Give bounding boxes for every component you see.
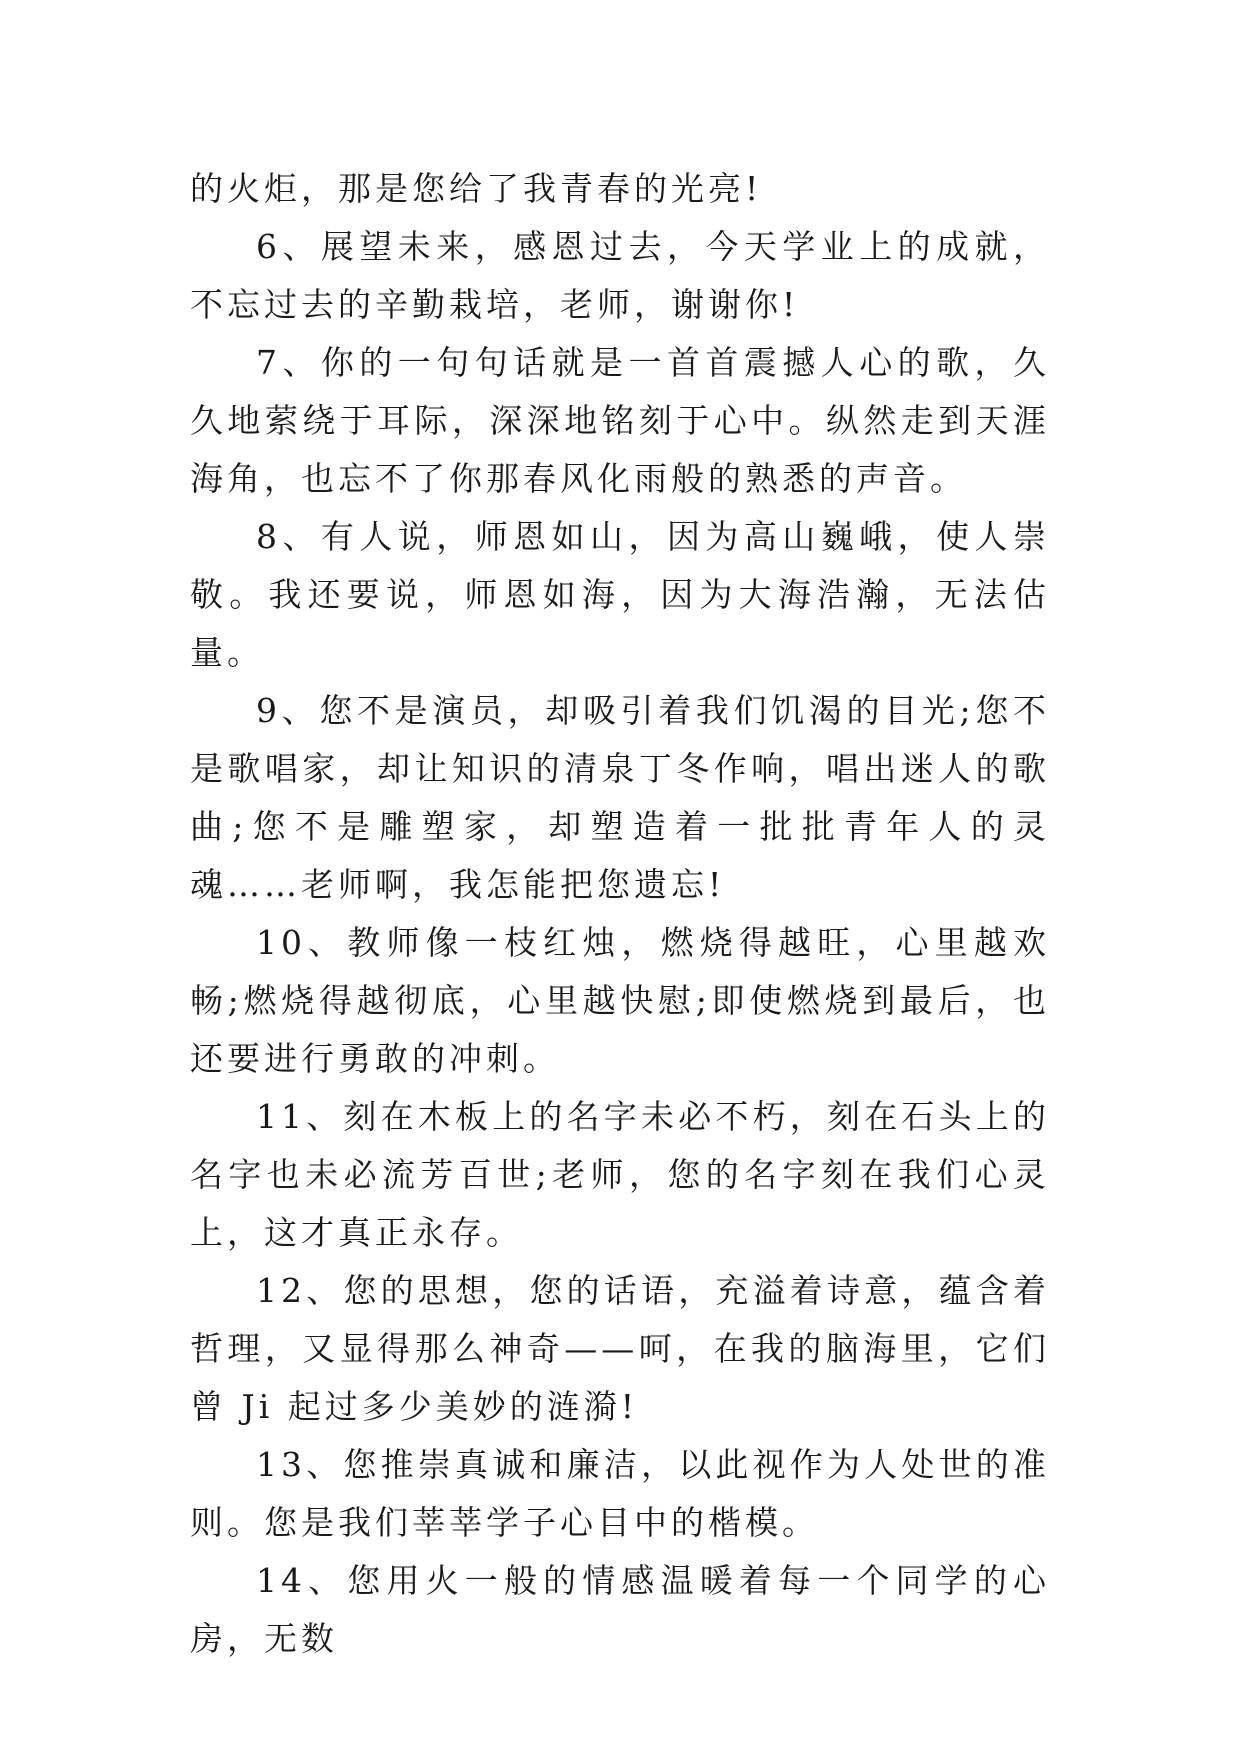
paragraph-item-9: 9、您不是演员，却吸引着我们饥渴的目光;您不是歌唱家，却让知识的清泉丁冬作响，唱出迷人的歌曲;您不是雕塑家，却塑造着一批批青年人的灵魂……老师啊，我怎能把您遗忘! [190, 691, 1050, 904]
paragraph-item-7: 7、你的一句句话就是一首首震撼人心的歌，久久地萦绕于耳际，深深地铭刻于心中。纵然走到天涯海角，也忘不了你那春风化雨般的熟悉的声音。 [190, 343, 1050, 498]
paragraph-item-14: 14、您用火一般的情感温暖着每一个同学的心房，无数 [190, 1561, 1050, 1658]
paragraph-item-13: 13、您推崇真诚和廉洁，以此视作为人处世的准则。您是我们莘莘学子心目中的楷模。 [190, 1445, 1050, 1542]
paragraph-item-11: 11、刻在木板上的名字未必不朽，刻在石头上的名字也未必流芳百世;老师，您的名字刻在我们心灵上，这才真正永存。 [190, 1097, 1050, 1252]
paragraph-item-6: 6、展望未来，感恩过去，今天学业上的成就，不忘过去的辛勤栽培，老师，谢谢你! [190, 227, 1050, 324]
paragraph-item-8: 8、有人说，师恩如山，因为高山巍峨，使人崇敬。我还要说，师恩如海，因为大海浩瀚，无法估量。 [190, 517, 1050, 672]
document-body [190, 160, 1050, 1668]
paragraph-continuation: 的火炬，那是您给了我青春的光亮! [190, 169, 763, 208]
paragraph-item-12: 12、您的思想，您的话语，充溢着诗意，蕴含着哲理，又显得那么神奇——呵，在我的脑海里，它们曾 Ji 起过多少美妙的涟漪! [190, 1271, 1050, 1426]
paragraph-item-10: 10、教师像一枝红烛，燃烧得越旺，心里越欢畅;燃烧得越彻底，心里越快慰;即使燃烧到最后，也还要进行勇敢的冲刺。 [190, 923, 1050, 1078]
